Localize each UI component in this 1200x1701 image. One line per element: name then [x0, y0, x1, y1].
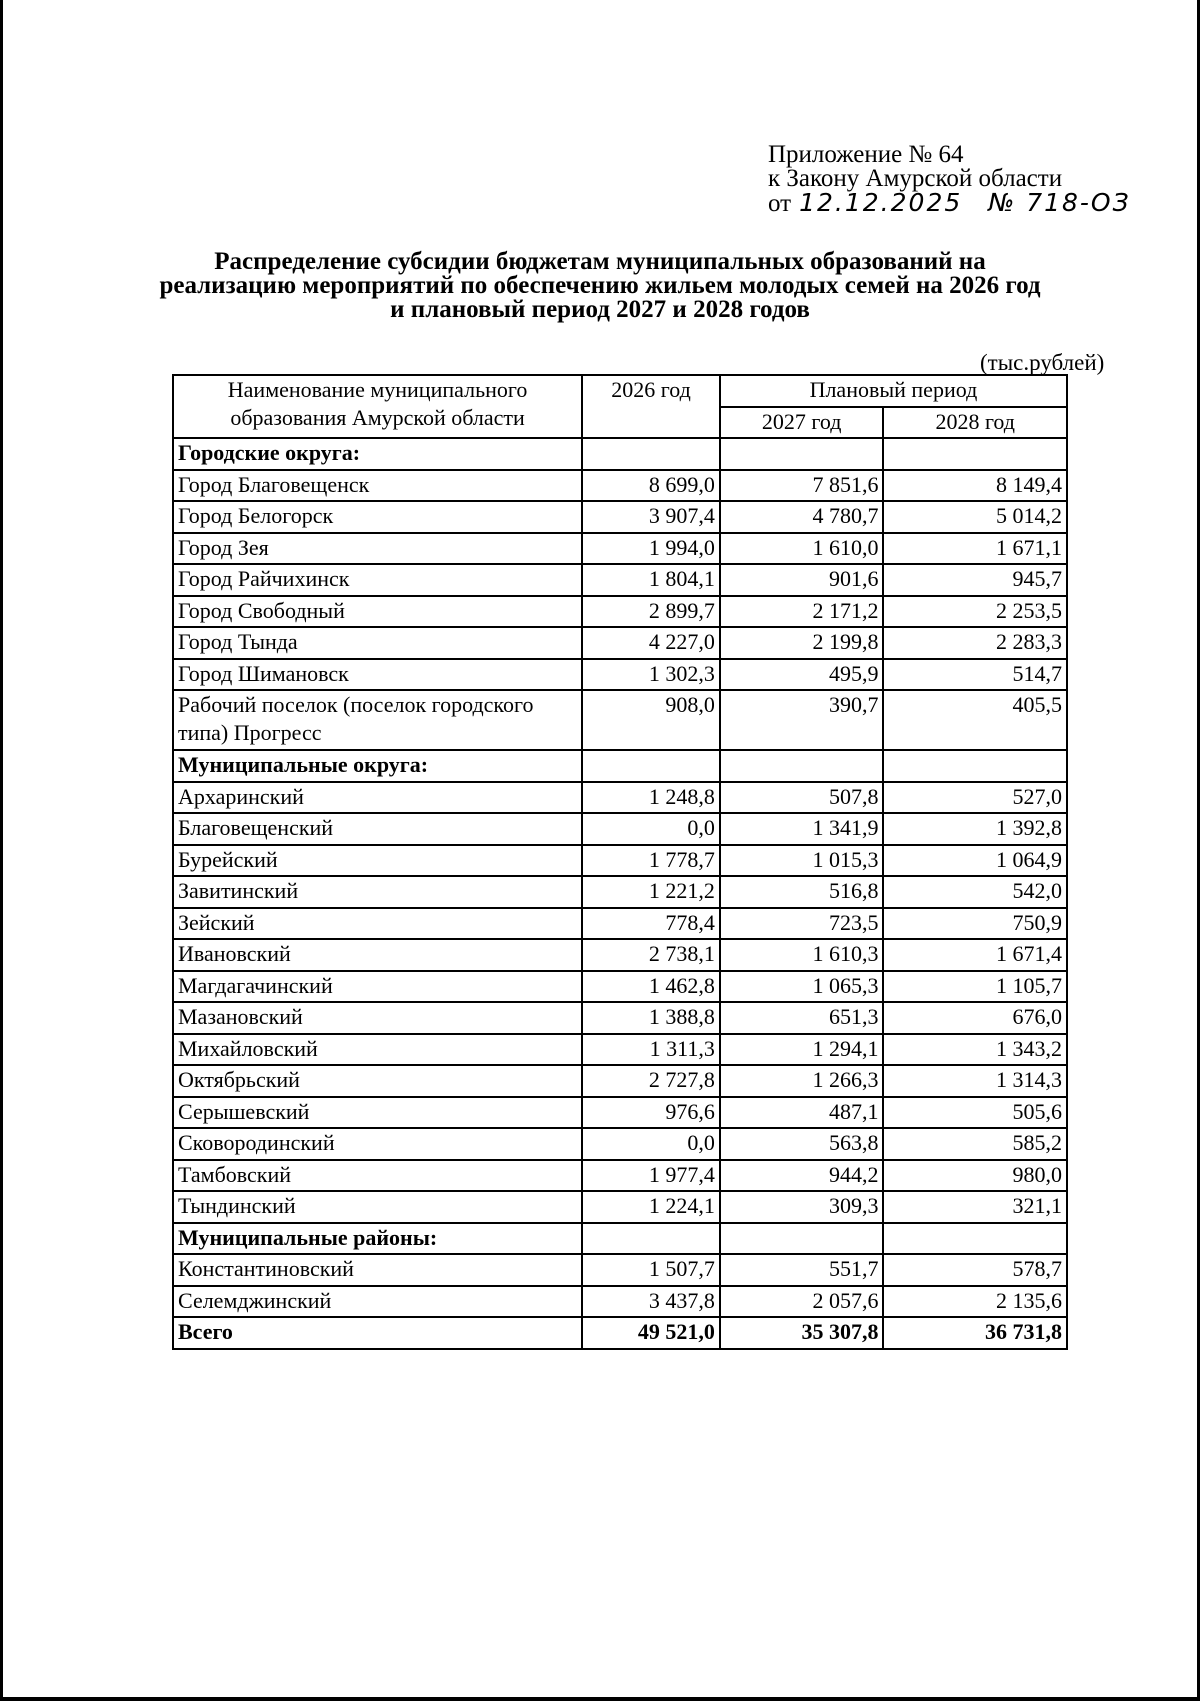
appendix-from-label: от [768, 190, 792, 217]
table-row [173, 533, 1067, 565]
table-row [173, 782, 1067, 814]
cell-2026 [582, 750, 720, 782]
table-row [173, 564, 1067, 596]
table-row [173, 659, 1067, 691]
cell-2027: 563,8 [720, 1128, 884, 1160]
cell-2027: 495,9 [720, 659, 884, 691]
cell-2028: 8 149,4 [883, 470, 1067, 502]
cell-name: Архаринский [173, 782, 582, 814]
cell-name: Город Благовещенск [173, 470, 582, 502]
table-row [173, 1191, 1067, 1223]
table-row [173, 1286, 1067, 1318]
cell-2028: 321,1 [883, 1191, 1067, 1223]
cell-2027: 516,8 [720, 876, 884, 908]
cell-2028 [883, 750, 1067, 782]
cell-2028: 1 392,8 [883, 813, 1067, 845]
cell-name: Благовещенский [173, 813, 582, 845]
table-row [173, 908, 1067, 940]
cell-2026: 4 227,0 [582, 627, 720, 659]
cell-name: Город Зея [173, 533, 582, 565]
handwritten-date-text: 12.12.2025 [799, 188, 963, 217]
cell-2026: 976,6 [582, 1097, 720, 1129]
cell-2027: 1 341,9 [720, 813, 884, 845]
document-title: Распределение субсидии бюджетам муниципальных образований на реализацию мероприятий по обеспечению жильем молодых семей на 2026 год и плановый период 2027 и 2028 годов [159, 248, 1041, 323]
cell-name: Константиновский [173, 1254, 582, 1286]
cell-2028: 1 671,1 [883, 533, 1067, 565]
cell-name: Сковородинский [173, 1128, 582, 1160]
cell-2027: 390,7 [720, 690, 884, 750]
cell-2027: 1 610,3 [720, 939, 884, 971]
cell-2028: 514,7 [883, 659, 1067, 691]
table-row [173, 845, 1067, 877]
section-row [173, 750, 1067, 782]
cell-2026: 2 727,8 [582, 1065, 720, 1097]
handwritten-date [799, 188, 1131, 217]
cell-2027: 551,7 [720, 1254, 884, 1286]
cell-2027: 35 307,8 [720, 1317, 884, 1349]
cell-name: Городские округа: [173, 438, 582, 470]
cell-2026: 1 507,7 [582, 1254, 720, 1286]
cell-name: Селемджинский [173, 1286, 582, 1318]
table-row [173, 470, 1067, 502]
cell-2028: 1 671,4 [883, 939, 1067, 971]
table-row [173, 627, 1067, 659]
cell-2027: 2 057,6 [720, 1286, 884, 1318]
cell-2028: 405,5 [883, 690, 1067, 750]
cell-name: Город Белогорск [173, 501, 582, 533]
subsidy-table [172, 374, 1068, 1350]
cell-2026: 1 221,2 [582, 876, 720, 908]
cell-2027 [720, 750, 884, 782]
scan-edge-bottom [0, 1697, 1200, 1701]
appendix-block [768, 143, 1131, 216]
cell-2026: 778,4 [582, 908, 720, 940]
cell-2026: 2 899,7 [582, 596, 720, 628]
cell-2028: 5 014,2 [883, 501, 1067, 533]
cell-2026: 908,0 [582, 690, 720, 750]
table-row [173, 813, 1067, 845]
cell-2026: 1 977,4 [582, 1160, 720, 1192]
cell-2027: 2 171,2 [720, 596, 884, 628]
cell-2028: 527,0 [883, 782, 1067, 814]
header-2027: 2027 год [720, 407, 884, 439]
cell-name: Магдагачинский [173, 971, 582, 1003]
cell-2028: 36 731,8 [883, 1317, 1067, 1349]
cell-2027: 2 199,8 [720, 627, 884, 659]
section-row [173, 438, 1067, 470]
cell-2027: 487,1 [720, 1097, 884, 1129]
cell-2026: 49 521,0 [582, 1317, 720, 1349]
cell-name: Ивановский [173, 939, 582, 971]
cell-2028: 676,0 [883, 1002, 1067, 1034]
cell-2027: 944,2 [720, 1160, 884, 1192]
cell-2027: 1 065,3 [720, 971, 884, 1003]
cell-2026 [582, 438, 720, 470]
cell-2027: 7 851,6 [720, 470, 884, 502]
header-planned-period: Плановый период [720, 375, 1067, 407]
cell-2027: 1 015,3 [720, 845, 884, 877]
cell-2028 [883, 438, 1067, 470]
header-2028: 2028 год [883, 407, 1067, 439]
cell-2026: 1 248,8 [582, 782, 720, 814]
table-row [173, 501, 1067, 533]
cell-2028: 1 314,3 [883, 1065, 1067, 1097]
cell-name: Октябрьский [173, 1065, 582, 1097]
table-row [173, 939, 1067, 971]
cell-2028 [883, 1223, 1067, 1255]
cell-2026: 1 224,1 [582, 1191, 720, 1223]
cell-name: Зейский [173, 908, 582, 940]
cell-2026: 0,0 [582, 813, 720, 845]
table-row [173, 971, 1067, 1003]
cell-2026: 0,0 [582, 1128, 720, 1160]
cell-2027: 4 780,7 [720, 501, 884, 533]
total-row [173, 1317, 1067, 1349]
cell-2028: 2 253,5 [883, 596, 1067, 628]
cell-name: Тамбовский [173, 1160, 582, 1192]
cell-2026: 1 388,8 [582, 1002, 720, 1034]
appendix-date-line [768, 188, 1131, 217]
table-row [173, 1097, 1067, 1129]
table-row [173, 1034, 1067, 1066]
cell-name: Серышевский [173, 1097, 582, 1129]
cell-2027: 651,3 [720, 1002, 884, 1034]
cell-2028: 578,7 [883, 1254, 1067, 1286]
cell-2028: 542,0 [883, 876, 1067, 908]
cell-2027: 1 266,3 [720, 1065, 884, 1097]
header-name: Наименование муниципального образования Амурской области [173, 375, 582, 438]
handwritten-law-number: № 718-ОЗ [988, 188, 1131, 217]
cell-2028: 1 343,2 [883, 1034, 1067, 1066]
cell-2028: 750,9 [883, 908, 1067, 940]
cell-2026: 1 311,3 [582, 1034, 720, 1066]
cell-2028: 2 283,3 [883, 627, 1067, 659]
cell-2028: 585,2 [883, 1128, 1067, 1160]
cell-2026: 8 699,0 [582, 470, 720, 502]
cell-2026: 1 462,8 [582, 971, 720, 1003]
cell-name: Михайловский [173, 1034, 582, 1066]
cell-name: Тындинский [173, 1191, 582, 1223]
cell-name: Муниципальные округа: [173, 750, 582, 782]
cell-name: Завитинский [173, 876, 582, 908]
cell-2027: 1 610,0 [720, 533, 884, 565]
cell-2027: 1 294,1 [720, 1034, 884, 1066]
cell-2028: 1 105,7 [883, 971, 1067, 1003]
cell-name: Город Свободный [173, 596, 582, 628]
cell-2027: 507,8 [720, 782, 884, 814]
cell-2026: 1 302,3 [582, 659, 720, 691]
cell-2028: 945,7 [883, 564, 1067, 596]
table-row [173, 876, 1067, 908]
cell-2026: 1 804,1 [582, 564, 720, 596]
cell-2026: 2 738,1 [582, 939, 720, 971]
cell-2027: 901,6 [720, 564, 884, 596]
table-row [173, 1160, 1067, 1192]
cell-2028: 1 064,9 [883, 845, 1067, 877]
cell-name: Бурейский [173, 845, 582, 877]
table-body [173, 438, 1067, 1349]
table-row [173, 596, 1067, 628]
cell-2026: 1 994,0 [582, 533, 720, 565]
cell-2027: 723,5 [720, 908, 884, 940]
cell-2028: 2 135,6 [883, 1286, 1067, 1318]
cell-2026 [582, 1223, 720, 1255]
appendix-law: к Закону Амурской области [768, 165, 1063, 192]
cell-2027 [720, 1223, 884, 1255]
cell-name: Всего [173, 1317, 582, 1349]
table-row [173, 1065, 1067, 1097]
table-row [173, 690, 1067, 750]
cell-name: Город Шимановск [173, 659, 582, 691]
cell-2026: 3 907,4 [582, 501, 720, 533]
table-row [173, 1254, 1067, 1286]
table-header [173, 375, 1067, 438]
cell-name: Город Тында [173, 627, 582, 659]
appendix-number: Приложение № 64 [768, 141, 964, 168]
cell-2026: 3 437,8 [582, 1286, 720, 1318]
table-row [173, 1002, 1067, 1034]
cell-2027 [720, 438, 884, 470]
cell-name: Город Райчихинск [173, 564, 582, 596]
units-label: (тыс.рублей) [980, 350, 1105, 375]
cell-name: Рабочий поселок (поселок городского типа) Прогресс [173, 690, 582, 750]
scan-edge-left [0, 0, 3, 1701]
cell-2028: 980,0 [883, 1160, 1067, 1192]
cell-name: Мазановский [173, 1002, 582, 1034]
cell-name: Муниципальные районы: [173, 1223, 582, 1255]
cell-2026: 1 778,7 [582, 845, 720, 877]
header-2026: 2026 год [582, 375, 720, 438]
cell-2028: 505,6 [883, 1097, 1067, 1129]
table-row [173, 1128, 1067, 1160]
cell-2027: 309,3 [720, 1191, 884, 1223]
section-row [173, 1223, 1067, 1255]
